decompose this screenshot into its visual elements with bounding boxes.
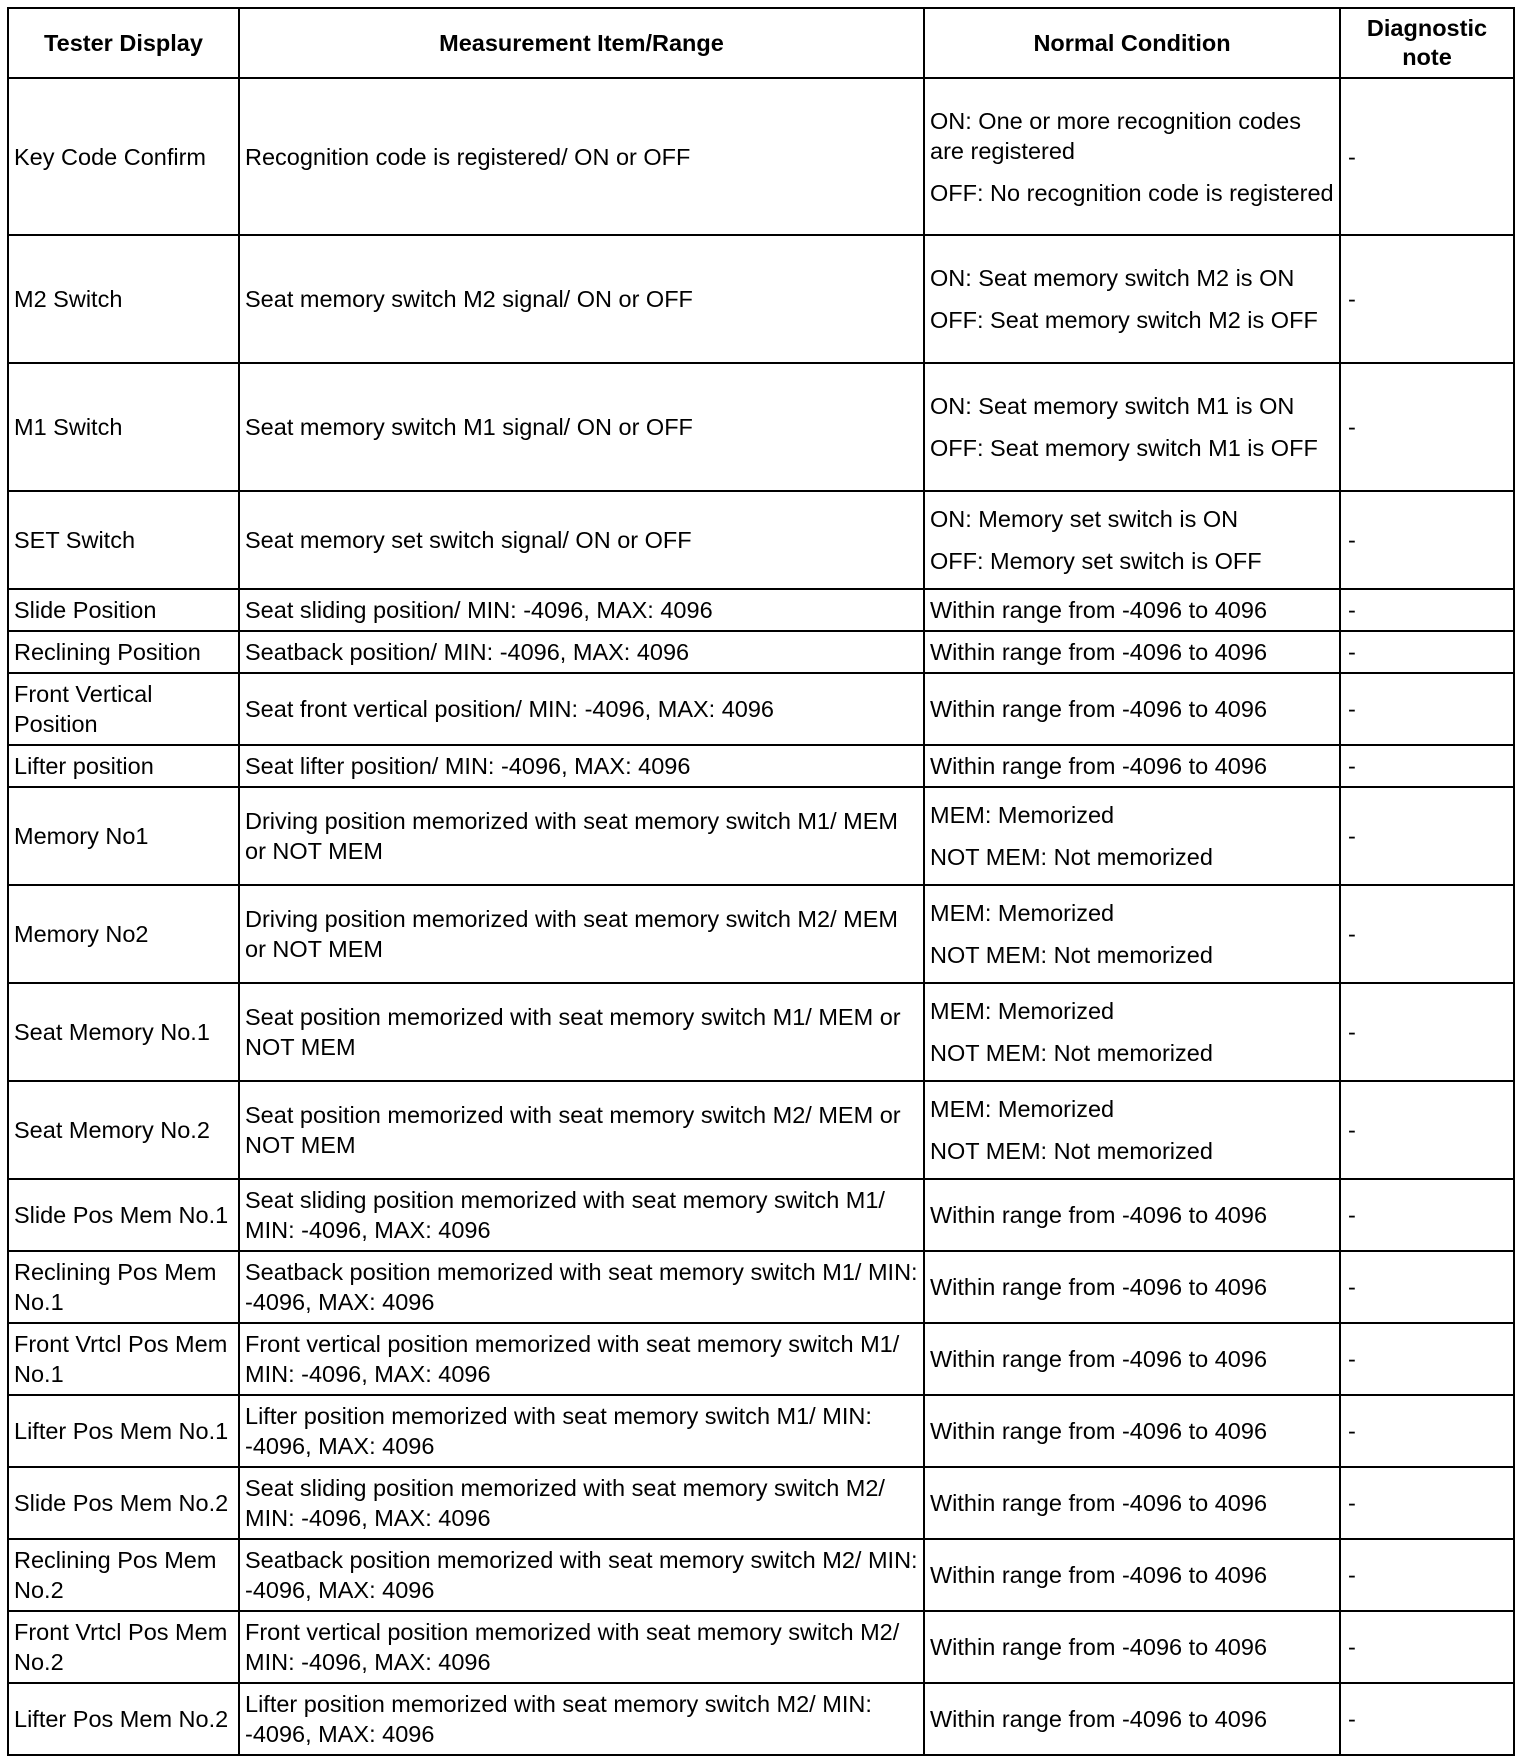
table-row (8, 235, 1514, 363)
measurement-item-cell: Seat memory set switch signal/ ON or OFF (239, 491, 924, 589)
tester-display-cell: Reclining Pos Mem No.1 (8, 1251, 239, 1323)
normal-condition-cell: Within range from -4096 to 4096 (924, 631, 1340, 673)
measurement-item-cell: Seatback position memorized with seat memory switch M2/ MIN: -4096, MAX: 4096 (239, 1539, 924, 1611)
diagnostic-note-cell: - (1340, 235, 1514, 363)
measurement-item-cell: Seatback position memorized with seat memory switch M1/ MIN: -4096, MAX: 4096 (239, 1251, 924, 1323)
table-row (8, 1323, 1514, 1395)
diagnostic-note-cell: - (1340, 1611, 1514, 1683)
diagnostic-note-cell: - (1340, 745, 1514, 787)
diagnostic-note-cell: - (1340, 1251, 1514, 1323)
condition-line: OFF: Memory set switch is OFF (930, 548, 1262, 574)
diagnostic-note-cell: - (1340, 787, 1514, 885)
normal-condition-cell: Within range from -4096 to 4096 (924, 1323, 1340, 1395)
table-row (8, 745, 1514, 787)
header-row (8, 8, 1514, 78)
diagnostic-note-cell: - (1340, 673, 1514, 745)
tester-display-cell: Reclining Pos Mem No.2 (8, 1539, 239, 1611)
header-diagnostic-note: Diagnostic note (1340, 8, 1514, 78)
normal-condition-cell: Within range from -4096 to 4096 (924, 1179, 1340, 1251)
diagnostic-note-cell: - (1340, 589, 1514, 631)
normal-condition-cell: Within range from -4096 to 4096 (924, 673, 1340, 745)
table-row (8, 787, 1514, 885)
condition-line: NOT MEM: Not memorized (930, 844, 1213, 870)
condition-line: ON: Seat memory switch M1 is ON (930, 393, 1295, 419)
table-row (8, 1395, 1514, 1467)
condition-line: OFF: Seat memory switch M2 is OFF (930, 307, 1318, 333)
measurement-item-cell: Front vertical position memorized with seat memory switch M2/ MIN: -4096, MAX: 4096 (239, 1611, 924, 1683)
normal-condition-cell: Within range from -4096 to 4096 (924, 745, 1340, 787)
tester-display-cell: Lifter position (8, 745, 239, 787)
measurement-item-cell: Seat memory switch M1 signal/ ON or OFF (239, 363, 924, 491)
header-tester-display: Tester Display (8, 8, 239, 78)
condition-line: NOT MEM: Not memorized (930, 942, 1213, 968)
tester-display-cell: Key Code Confirm (8, 78, 239, 235)
normal-condition-cell (924, 787, 1340, 885)
measurement-item-cell: Front vertical position memorized with seat memory switch M1/ MIN: -4096, MAX: 4096 (239, 1323, 924, 1395)
measurement-item-cell: Recognition code is registered/ ON or OFF (239, 78, 924, 235)
measurement-item-cell: Seat position memorized with seat memory switch M1/ MEM or NOT MEM (239, 983, 924, 1081)
data-monitor-table (7, 7, 1515, 1756)
table-row (8, 1081, 1514, 1179)
table-row (8, 885, 1514, 983)
condition-line: MEM: Memorized (930, 900, 1115, 926)
diagnostic-note-cell: - (1340, 1179, 1514, 1251)
condition-line: OFF: No recognition code is registered (930, 179, 1334, 206)
measurement-item-cell: Driving position memorized with seat memory switch M2/ MEM or NOT MEM (239, 885, 924, 983)
diagnostic-note-cell: - (1340, 491, 1514, 589)
table-row (8, 1611, 1514, 1683)
normal-condition-cell (924, 1081, 1340, 1179)
tester-display-cell: Front Vrtcl Pos Mem No.2 (8, 1611, 239, 1683)
diagnostic-note-cell: - (1340, 1081, 1514, 1179)
diagnostic-note-cell: - (1340, 885, 1514, 983)
measurement-item-cell: Lifter position memorized with seat memory switch M2/ MIN: -4096, MAX: 4096 (239, 1683, 924, 1755)
tester-display-cell: Memory No2 (8, 885, 239, 983)
measurement-item-cell: Seatback position/ MIN: -4096, MAX: 4096 (239, 631, 924, 673)
diagnostic-note-cell: - (1340, 983, 1514, 1081)
table-row (8, 1251, 1514, 1323)
normal-condition-cell (924, 885, 1340, 983)
measurement-item-cell: Seat sliding position/ MIN: -4096, MAX: 4096 (239, 589, 924, 631)
condition-line: NOT MEM: Not memorized (930, 1138, 1213, 1164)
measurement-item-cell: Seat sliding position memorized with seat memory switch M2/ MIN: -4096, MAX: 4096 (239, 1467, 924, 1539)
diagnostic-note-cell: - (1340, 1683, 1514, 1755)
tester-display-cell: Slide Pos Mem No.1 (8, 1179, 239, 1251)
diagnostic-note-cell: - (1340, 78, 1514, 235)
table-row (8, 363, 1514, 491)
table-row (8, 1467, 1514, 1539)
header-normal-condition: Normal Condition (924, 8, 1340, 78)
normal-condition-cell: Within range from -4096 to 4096 (924, 1683, 1340, 1755)
diagnostic-note-cell: - (1340, 631, 1514, 673)
header-measurement-item: Measurement Item/Range (239, 8, 924, 78)
measurement-item-cell: Seat sliding position memorized with seat memory switch M1/ MIN: -4096, MAX: 4096 (239, 1179, 924, 1251)
tester-display-cell: Slide Position (8, 589, 239, 631)
normal-condition-cell: Within range from -4096 to 4096 (924, 589, 1340, 631)
tester-display-cell: Memory No1 (8, 787, 239, 885)
table-row (8, 673, 1514, 745)
tester-display-cell: M1 Switch (8, 363, 239, 491)
tester-display-cell: Seat Memory No.2 (8, 1081, 239, 1179)
tester-display-cell: Reclining Position (8, 631, 239, 673)
normal-condition-cell (924, 235, 1340, 363)
measurement-item-cell: Seat memory switch M2 signal/ ON or OFF (239, 235, 924, 363)
tester-display-cell: Front Vrtcl Pos Mem No.1 (8, 1323, 239, 1395)
normal-condition-cell: Within range from -4096 to 4096 (924, 1251, 1340, 1323)
condition-line: MEM: Memorized (930, 802, 1115, 828)
measurement-item-cell: Seat position memorized with seat memory switch M2/ MEM or NOT MEM (239, 1081, 924, 1179)
condition-line: MEM: Memorized (930, 998, 1115, 1024)
table-row (8, 78, 1514, 235)
normal-condition-cell (924, 363, 1340, 491)
diagnostic-note-cell: - (1340, 363, 1514, 491)
normal-condition-cell: Within range from -4096 to 4096 (924, 1611, 1340, 1683)
tester-display-cell: Front Vertical Position (8, 673, 239, 745)
tester-display-cell: M2 Switch (8, 235, 239, 363)
table-row (8, 589, 1514, 631)
tester-display-cell: SET Switch (8, 491, 239, 589)
diagnostic-note-cell: - (1340, 1539, 1514, 1611)
normal-condition-cell (924, 983, 1340, 1081)
normal-condition-cell (924, 78, 1340, 235)
table-row (8, 1683, 1514, 1755)
tester-display-cell: Lifter Pos Mem No.1 (8, 1395, 239, 1467)
table-row (8, 1179, 1514, 1251)
normal-condition-cell: Within range from -4096 to 4096 (924, 1467, 1340, 1539)
condition-line: OFF: Seat memory switch M1 is OFF (930, 435, 1318, 461)
tester-display-cell: Lifter Pos Mem No.2 (8, 1683, 239, 1755)
diagnostic-note-cell: - (1340, 1467, 1514, 1539)
measurement-item-cell: Lifter position memorized with seat memory switch M1/ MIN: -4096, MAX: 4096 (239, 1395, 924, 1467)
condition-line: ON: One or more recognition codes are registered (930, 107, 1301, 164)
table-row (8, 631, 1514, 673)
table-row (8, 983, 1514, 1081)
normal-condition-cell (924, 491, 1340, 589)
condition-line: MEM: Memorized (930, 1096, 1115, 1122)
table-row (8, 1539, 1514, 1611)
condition-line: ON: Seat memory switch M2 is ON (930, 265, 1295, 291)
normal-condition-cell: Within range from -4096 to 4096 (924, 1395, 1340, 1467)
tester-display-cell: Slide Pos Mem No.2 (8, 1467, 239, 1539)
condition-line: ON: Memory set switch is ON (930, 506, 1239, 532)
diagnostic-note-cell: - (1340, 1323, 1514, 1395)
measurement-item-cell: Driving position memorized with seat memory switch M1/ MEM or NOT MEM (239, 787, 924, 885)
condition-line: NOT MEM: Not memorized (930, 1040, 1213, 1066)
diagnostic-note-cell: - (1340, 1395, 1514, 1467)
tester-display-cell: Seat Memory No.1 (8, 983, 239, 1081)
normal-condition-cell: Within range from -4096 to 4096 (924, 1539, 1340, 1611)
table-body (8, 78, 1514, 1755)
measurement-item-cell: Seat front vertical position/ MIN: -4096, MAX: 4096 (239, 673, 924, 745)
measurement-item-cell: Seat lifter position/ MIN: -4096, MAX: 4096 (239, 745, 924, 787)
table-row (8, 491, 1514, 589)
